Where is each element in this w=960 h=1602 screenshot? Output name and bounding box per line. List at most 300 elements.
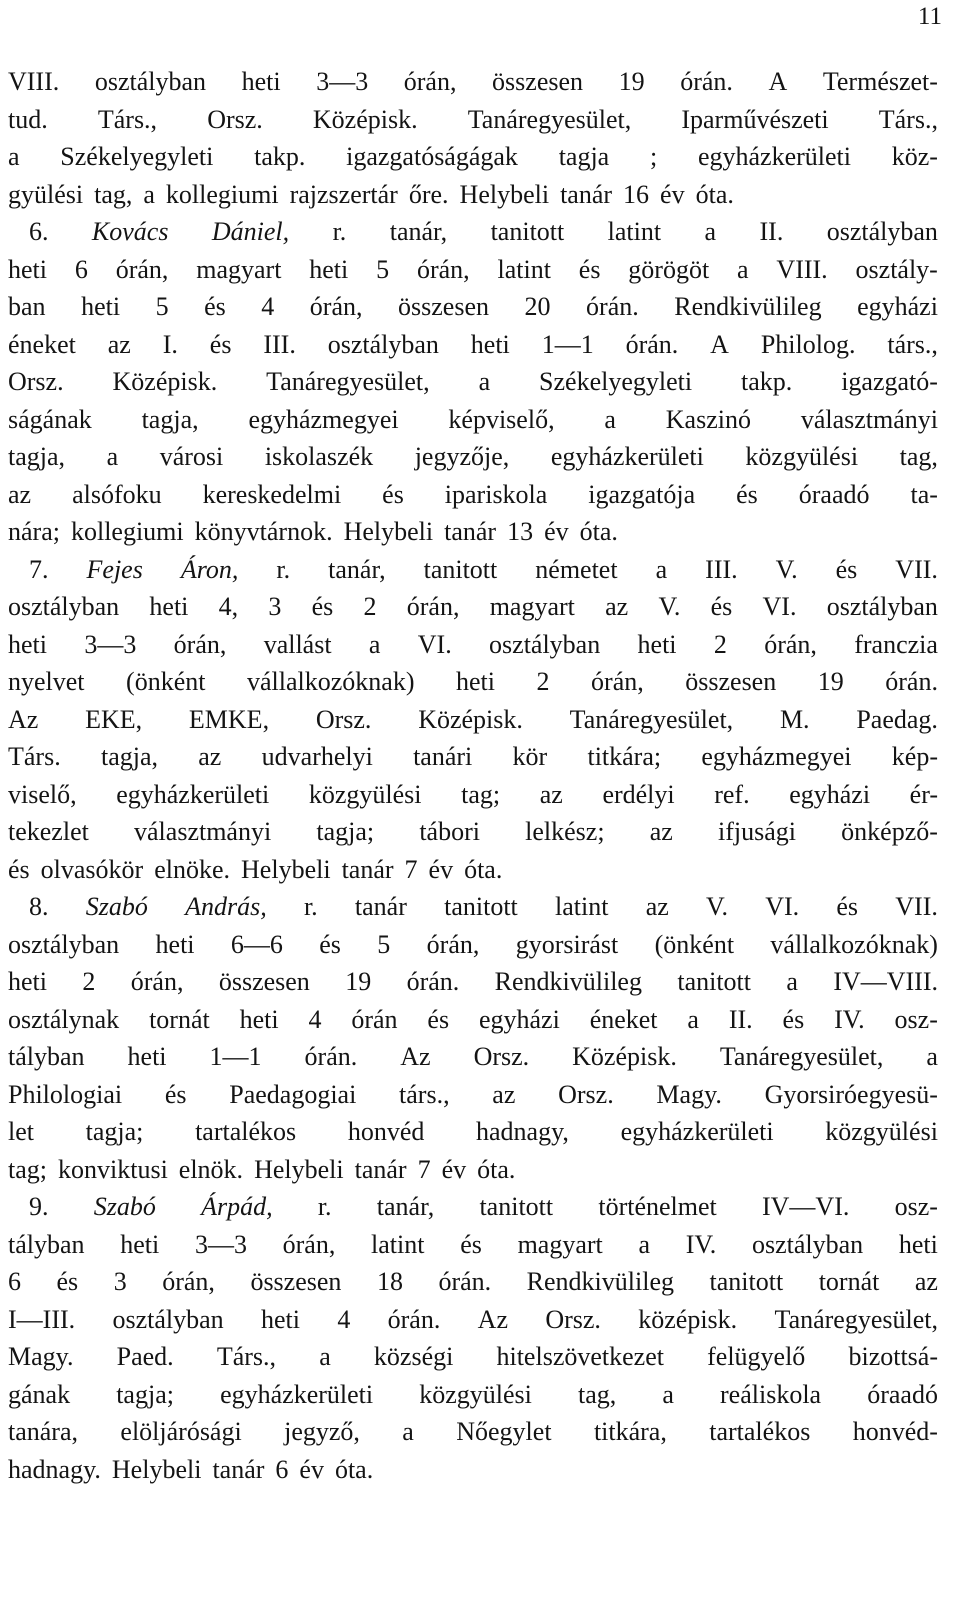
text-line (8, 926, 938, 964)
word: és (578, 254, 601, 284)
word: a (737, 254, 749, 284)
word: az (198, 742, 222, 771)
word: honvéd (347, 1117, 425, 1146)
word: osztályban (489, 629, 601, 659)
word: Természet- (822, 67, 938, 96)
word: Helybeli (343, 517, 434, 546)
word: tanár (354, 1154, 407, 1184)
word: IV—VI. (762, 1192, 850, 1221)
word: VIII. (8, 67, 60, 96)
word: konviktusi (58, 1154, 168, 1184)
word: elnöke. (154, 854, 231, 884)
word: az (605, 592, 629, 621)
word: ref. (714, 779, 750, 809)
word: rajzszertár (289, 179, 398, 209)
word: tanár, (376, 1192, 435, 1221)
word: latint (497, 254, 551, 284)
word: 4 (261, 292, 275, 321)
word: tályban (8, 1042, 85, 1071)
text-line (8, 251, 938, 289)
text-line (8, 63, 938, 101)
word: éneket (8, 329, 76, 359)
word: reáliskola (720, 1379, 822, 1409)
word: óta. (695, 179, 734, 209)
word: Paedagogiai (229, 1079, 357, 1109)
word: a (319, 1342, 331, 1371)
word: összesen (492, 67, 584, 96)
name-word: András, (185, 892, 267, 921)
word: képviselő, (448, 404, 555, 434)
word: Orsz. (315, 704, 372, 734)
word: M. (779, 704, 810, 734)
word: Magy. (656, 1079, 722, 1109)
word: 6—6 (230, 929, 283, 959)
word: magyart (489, 592, 575, 621)
word: Rendkivülileg (674, 292, 822, 321)
word: tanitott (444, 892, 518, 921)
word: viselő, (8, 779, 77, 809)
word: V. (658, 592, 681, 621)
word: osztályban (8, 592, 120, 621)
word: választmányi (800, 404, 938, 434)
word: és (56, 1267, 79, 1296)
word: órán. (304, 1042, 358, 1071)
word: heti (470, 329, 510, 359)
word: latint (555, 892, 609, 921)
word: osz- (894, 1192, 938, 1221)
text-line (8, 288, 938, 326)
word: a (604, 404, 616, 434)
word: tag, (577, 1379, 617, 1409)
word: 13 (507, 517, 534, 546)
word: órán. (586, 292, 639, 321)
word: görögöt (628, 254, 710, 284)
word: a (926, 1042, 938, 1071)
word: 2 (713, 629, 727, 659)
word: Az (8, 704, 39, 734)
word: magyart (517, 1229, 603, 1259)
word: tag, (899, 442, 938, 471)
text-line (8, 401, 938, 439)
word: heti (149, 592, 189, 621)
word: a (143, 179, 155, 209)
word: 1—1 (209, 1042, 262, 1071)
word: társ., (399, 1079, 450, 1109)
text-line (8, 663, 938, 701)
word: nára; (8, 517, 60, 546)
word: kör (512, 742, 548, 771)
word: ; (649, 142, 658, 171)
word: Iparművészeti (681, 104, 829, 134)
word: heti (127, 1042, 167, 1071)
text-line (8, 213, 938, 251)
word: osztályban (826, 592, 938, 621)
word: heti (260, 1304, 300, 1334)
word: óraadó (798, 479, 870, 509)
word: egyházkerületi (220, 1379, 374, 1409)
word: Rendkivülileg (494, 967, 642, 996)
word: órán, (282, 1229, 336, 1259)
word: és (782, 1004, 805, 1034)
word: 16 (623, 179, 650, 209)
word: iskolaszék (264, 442, 374, 471)
word: III. (263, 329, 296, 359)
word: a (662, 1379, 674, 1409)
word: egyházkerületi (550, 442, 704, 471)
word: magyart (196, 254, 282, 284)
name-word: Fejes (86, 554, 143, 584)
word: köz- (891, 142, 938, 171)
word: városi (159, 442, 224, 471)
word: órán. (625, 329, 679, 359)
word: 2 (536, 667, 550, 696)
word: egyházmegyei (248, 404, 399, 434)
word: kereskedelmi (202, 479, 342, 509)
word: Magy. (8, 1342, 74, 1371)
text-line (8, 813, 938, 851)
word: r. (317, 1192, 332, 1221)
word: tartalékos (195, 1117, 297, 1146)
word: éneket (589, 1004, 658, 1034)
word: az (539, 779, 563, 809)
word: Székelyegyleti (60, 142, 214, 171)
word: órán, (416, 254, 470, 284)
word: VI. (762, 592, 797, 621)
text-line (8, 1338, 938, 1376)
word: heti (456, 667, 495, 696)
word: közgyülési (419, 1379, 532, 1409)
word: óta. (477, 1154, 516, 1184)
word: V. (775, 554, 798, 584)
word: 2 (82, 967, 96, 996)
word: és (460, 1229, 482, 1259)
word: a (8, 142, 20, 171)
word: egyházkerületi (620, 1117, 774, 1146)
word: órán, (591, 667, 644, 696)
word: ifjusági (718, 817, 796, 846)
word: Tanáregyesület, (266, 367, 430, 396)
text-line (8, 326, 938, 364)
word: tagja, (8, 442, 66, 471)
word: heti (155, 929, 195, 959)
word: Philologiai (8, 1079, 123, 1109)
word: olvasókör (40, 854, 144, 884)
word: órán. (406, 967, 460, 996)
word: tag, (94, 179, 133, 209)
word: és (836, 892, 859, 921)
word: takp. (741, 367, 793, 396)
word: igazgatója (588, 479, 696, 509)
word: osztályban (8, 929, 120, 959)
word: egyházkerületi (116, 779, 270, 809)
word: Társ., (216, 1342, 277, 1371)
text-line (8, 1413, 938, 1451)
word: Középisk. (572, 1042, 677, 1071)
word: hadnagy, (476, 1117, 569, 1146)
word: ban (8, 292, 46, 321)
word: könyvtárnok. (194, 517, 333, 546)
word: r. (303, 892, 318, 921)
word: Orsz. (473, 1042, 530, 1071)
word: összesen (218, 967, 310, 996)
word: 7. (29, 554, 49, 584)
word: EMKE, (188, 704, 270, 734)
word: az (492, 1079, 516, 1109)
text-line (8, 1451, 938, 1489)
word: tanár, (328, 554, 386, 584)
word: Társ. (8, 742, 61, 771)
word: jegyzője, (414, 442, 510, 471)
word: közgyülési (308, 779, 422, 809)
word: Orsz. (545, 1304, 601, 1334)
word: (önként (126, 667, 206, 696)
word: tagja, (141, 404, 199, 434)
word: tekezlet (8, 817, 89, 846)
text-line (8, 101, 938, 139)
word: II. (728, 1004, 753, 1034)
word: heti (241, 67, 281, 96)
word: kollegiumi (70, 517, 184, 546)
word: közgyülési (825, 1117, 938, 1146)
word: tagja (558, 142, 610, 171)
word: történelmet (598, 1192, 717, 1221)
word: Tanáregyesület, (774, 1304, 938, 1334)
word: Orsz. (8, 367, 64, 396)
word: tornát (149, 1004, 210, 1034)
word: elnök. (178, 1154, 244, 1184)
word: III. (705, 554, 738, 584)
word: Tanáregyesület, (467, 104, 632, 134)
word: let (8, 1117, 34, 1146)
word: 19 (618, 67, 645, 96)
word: Philolog. (760, 329, 856, 359)
word: és (427, 1004, 450, 1034)
word: heti (8, 967, 47, 996)
text-line (8, 1226, 938, 1264)
word: órán, (162, 1267, 215, 1296)
word: tanár (212, 1454, 265, 1484)
word: 20 (524, 292, 551, 321)
word: tanitott (479, 1192, 554, 1221)
word: Társ., (97, 104, 158, 134)
word: tartalékos (709, 1417, 811, 1446)
word: heti (898, 1229, 938, 1259)
word: Középisk. (312, 104, 418, 134)
word: önképző- (841, 817, 938, 846)
word: 3—3 (84, 629, 137, 659)
word: Kaszinó (665, 404, 751, 434)
word: az (107, 329, 131, 359)
word: 8. (29, 892, 49, 921)
word: titkára, (593, 1417, 667, 1446)
name-word: Szabó (93, 1192, 156, 1221)
word: osztályban (327, 329, 439, 359)
word: 3 (268, 592, 282, 621)
word: heti (81, 292, 121, 321)
word: elöljárósági (120, 1417, 242, 1446)
word: 18 (376, 1267, 403, 1296)
word: órán. (387, 1304, 441, 1334)
word: tanitott (423, 554, 498, 584)
word: Társ., (878, 104, 938, 134)
word: év (441, 1154, 467, 1184)
word: osztályban (826, 217, 938, 246)
word: órán, (426, 929, 480, 959)
word: heti (309, 254, 349, 284)
word: hitelszövetkezet (496, 1342, 664, 1371)
word: A (768, 67, 788, 96)
word: hadnagy. (8, 1454, 101, 1484)
word: VII. (895, 554, 938, 584)
word: Helybeli (111, 1454, 202, 1484)
name-word: Dániel, (211, 217, 290, 246)
word: Nőegylet (456, 1417, 552, 1446)
word: és (8, 854, 30, 884)
word: év (428, 854, 454, 884)
word: középisk. (638, 1304, 738, 1334)
word: tanára, (8, 1417, 79, 1446)
text-line (8, 438, 938, 476)
text-line (8, 1001, 938, 1039)
word: EKE, (85, 704, 143, 734)
word: órán. (885, 667, 938, 696)
word: vállalkozóknak) (770, 929, 938, 959)
word: 3 (113, 1267, 127, 1296)
word: ipariskola (444, 479, 548, 509)
word: 5 (155, 292, 169, 321)
name-word: Árpád, (201, 1192, 273, 1221)
text-line (8, 1263, 938, 1301)
word: IV. (834, 1004, 865, 1034)
word: 6 (8, 1267, 21, 1296)
word: VI. (417, 629, 452, 659)
word: alsófoku (72, 479, 162, 509)
word: heti (8, 254, 47, 284)
word: V. (706, 892, 728, 921)
word: jegyző, (284, 1417, 360, 1446)
word: németet (535, 554, 618, 584)
word: a (638, 1229, 650, 1259)
page-number: 11 (917, 3, 942, 30)
word: Orsz. (558, 1079, 614, 1109)
word: községi (373, 1342, 454, 1371)
word: 7 (404, 854, 418, 884)
word: Az (477, 1304, 508, 1334)
word: órán (351, 1004, 398, 1034)
word: és (710, 592, 733, 621)
word: tagja; (316, 817, 375, 846)
word: Középisk. (418, 704, 523, 734)
word: heti (239, 1004, 279, 1034)
word: a (687, 1004, 699, 1034)
text-line (8, 513, 938, 551)
word: és (319, 929, 341, 959)
word: tanár (341, 854, 394, 884)
word: az (649, 817, 673, 846)
word: 6 (74, 254, 88, 284)
word: ér- (909, 779, 938, 809)
text-line (8, 1038, 938, 1076)
word: r. (332, 217, 347, 246)
word: órán, (764, 629, 817, 659)
word: Középisk. (112, 367, 218, 396)
word: 5 (377, 929, 391, 959)
word: óta. (334, 1454, 374, 1484)
word: lelkész; (525, 817, 605, 846)
text-line (8, 738, 938, 776)
word: tagja; (85, 1117, 144, 1146)
word: év (299, 1454, 324, 1484)
text-line (8, 888, 938, 926)
word: Helybeli (459, 179, 550, 209)
word: honvéd- (852, 1417, 938, 1446)
word: heti (8, 629, 47, 659)
word: tud. (8, 104, 48, 134)
word: egyházi (478, 1004, 560, 1034)
word: osz- (894, 1004, 938, 1034)
word: 4 (337, 1304, 351, 1334)
word: gyülési (8, 179, 84, 209)
word: órán, (406, 592, 460, 621)
word: tanár (560, 179, 613, 209)
name-word: Áron, (180, 554, 239, 584)
word: Tanáregyesület, (719, 1042, 884, 1071)
word: gyorsirást (515, 929, 619, 959)
word: Paedag. (856, 704, 938, 734)
word: közgyülési (745, 442, 859, 471)
word: tanár, (389, 217, 448, 246)
word: 19 (817, 667, 844, 696)
word: 6. (29, 217, 49, 246)
text-line (8, 1151, 938, 1189)
word: összesen (250, 1267, 342, 1296)
word: és (204, 292, 226, 321)
word: 2 (363, 592, 377, 621)
word: óta. (579, 517, 618, 546)
word: VIII. (776, 254, 828, 284)
word: tornát (818, 1267, 880, 1296)
word: 3—3 (194, 1229, 247, 1259)
word: a (786, 967, 798, 996)
word: 9. (29, 1192, 49, 1221)
word: ta- (910, 479, 938, 509)
word: 5 (376, 254, 390, 284)
text-line (8, 588, 938, 626)
word: tanitott (709, 1267, 784, 1296)
word: osztályban (112, 1304, 224, 1334)
word: és (382, 479, 404, 509)
word: órán, (403, 67, 457, 96)
word: IV. (685, 1229, 717, 1259)
word: a (655, 554, 668, 584)
word: a (704, 217, 717, 246)
word: Rendkivülileg (526, 1267, 674, 1296)
word: egyházmegyei (701, 742, 852, 771)
word: tanitott (490, 217, 565, 246)
text-line (8, 138, 938, 176)
word: óta. (464, 854, 503, 884)
word: tagja, (100, 742, 158, 771)
word: Orsz. (207, 104, 263, 134)
word: tagja; (116, 1379, 174, 1409)
word: heti (637, 629, 677, 659)
word: II. (759, 217, 784, 246)
word: és (209, 329, 232, 359)
word: 19 (345, 967, 372, 996)
word: vallást (263, 629, 332, 659)
word: tanár (354, 892, 407, 921)
word: év (544, 517, 569, 546)
